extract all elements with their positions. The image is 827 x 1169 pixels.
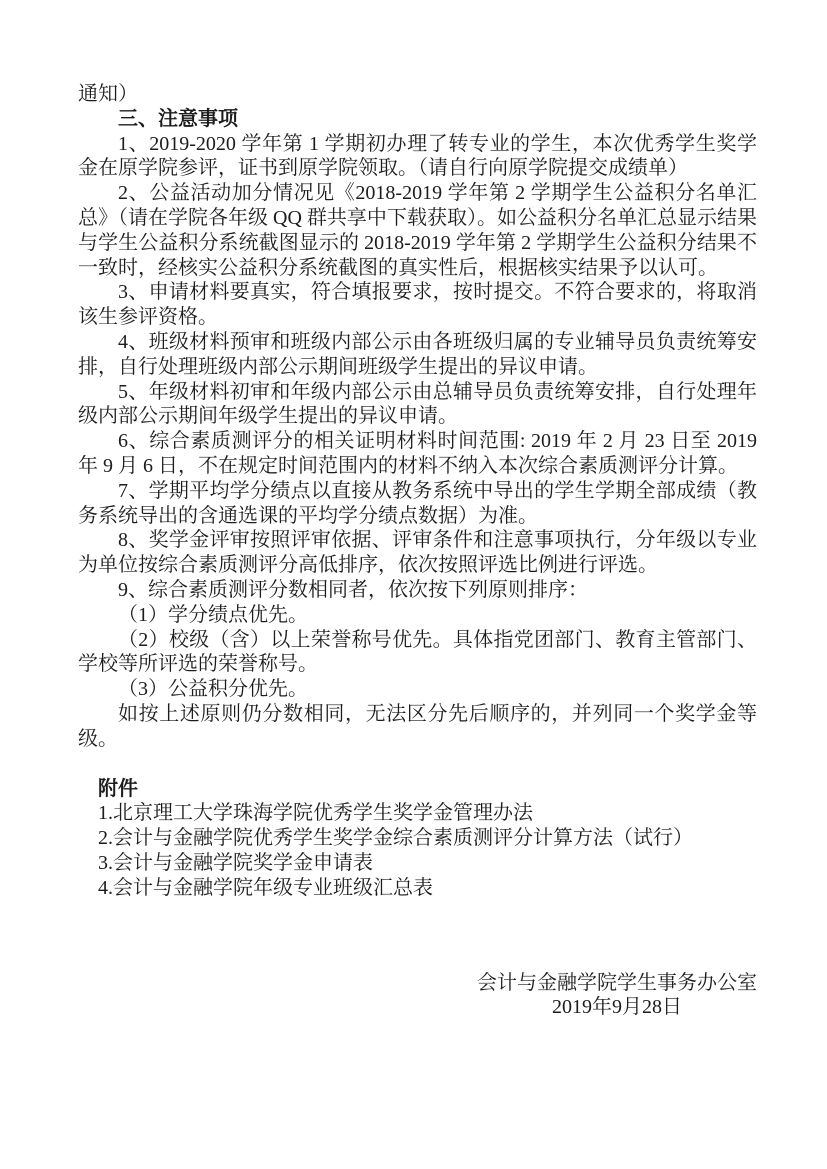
note-paragraph-9: 9、综合素质测评分数相同者，依次按下列原则排序： — [118, 578, 588, 601]
note-paragraph-1: 1、2019-2020 学年第 1 学期初办理了转专业的学生，本次优秀学生奖学金在原学院参评，证书到原学院领取。（请自行向原学院提交成绩单） — [78, 132, 757, 180]
signature-date: 2019年9月28日 — [552, 996, 682, 1019]
attachment-item-3: 3.会计与金融学院奖学金申请表 — [98, 851, 373, 874]
note-subitem-1: （1）学分绩点优先。 — [118, 603, 308, 626]
signature-office: 会计与金融学院学生事务办公室 — [477, 971, 757, 994]
attachments-section — [78, 777, 757, 901]
note-paragraph-3: 3、申请材料要真实，符合填报要求，按时提交。不符合要求的，将取消该生参评资格。 — [78, 281, 757, 329]
note-closing-line: 如按上述原则仍分数相同，无法区分先后顺序的，并列同一个奖学金等级。 — [78, 702, 757, 750]
carryover-line: 通知） — [78, 83, 138, 105]
section-heading: 三、注意事项 — [118, 107, 238, 130]
attachment-item-4: 4.会计与金融学院年级专业班级汇总表 — [98, 876, 433, 899]
attachments-heading: 附件 — [98, 777, 138, 800]
attachment-item-2: 2.会计与金融学院优秀学生奖学金综合素质测评分计算方法（试行） — [98, 827, 693, 850]
note-paragraph-2: 2、公益活动加分情况见《2018-2019 学年第 2 学期学生公益积分名单汇总》（请在学院各年级 QQ 群共享中下载获取）。如公益积分名单汇总显示结果与学生公益积分系统截图显示的 2018-2019 学年第 2 学期学生公益积分结果不一致时，经核实公益积分系统截图的真实性后，根据核实结果予以认可。 — [78, 182, 757, 279]
attachment-item-1: 1.北京理工大学珠海学院优秀学生奖学金管理办法 — [98, 802, 533, 825]
note-paragraph-5: 5、年级材料初审和年级内部公示由总辅导员负责统筹安排，自行处理年级内部公示期间年级学生提出的异议申请。 — [78, 380, 757, 428]
signature-block — [477, 971, 757, 1021]
note-subitem-3: （3）公益积分优先。 — [118, 678, 308, 701]
note-paragraph-8: 8、奖学金评审按照评审依据、评审条件和注意事项执行，分年级以专业为单位按综合素质测评分高低排序，依次按照评选比例进行评选。 — [78, 529, 757, 577]
note-paragraph-4: 4、班级材料预审和班级内部公示由各班级归属的专业辅导员负责统筹安排，自行处理班级内部公示期间班级学生提出的异议申请。 — [78, 330, 757, 378]
note-subitem-2: （2）校级（含）以上荣誉称号优先。具体指党团部门、教育主管部门、学校等所评选的荣誉称号。 — [78, 628, 757, 676]
notes-section — [78, 82, 757, 752]
note-paragraph-7: 7、学期平均学分绩点以直接从教务系统中导出的学生学期全部成绩（教务系统导出的含通选课的平均学分绩点数据）为准。 — [78, 479, 757, 527]
note-paragraph-6: 6、综合素质测评分的相关证明材料时间范围: 2019 年 2 月 23 日至 2019 年 9 月 6 日，不在规定时间范围内的材料不纳入本次综合素质测评分计算。 — [78, 430, 757, 477]
